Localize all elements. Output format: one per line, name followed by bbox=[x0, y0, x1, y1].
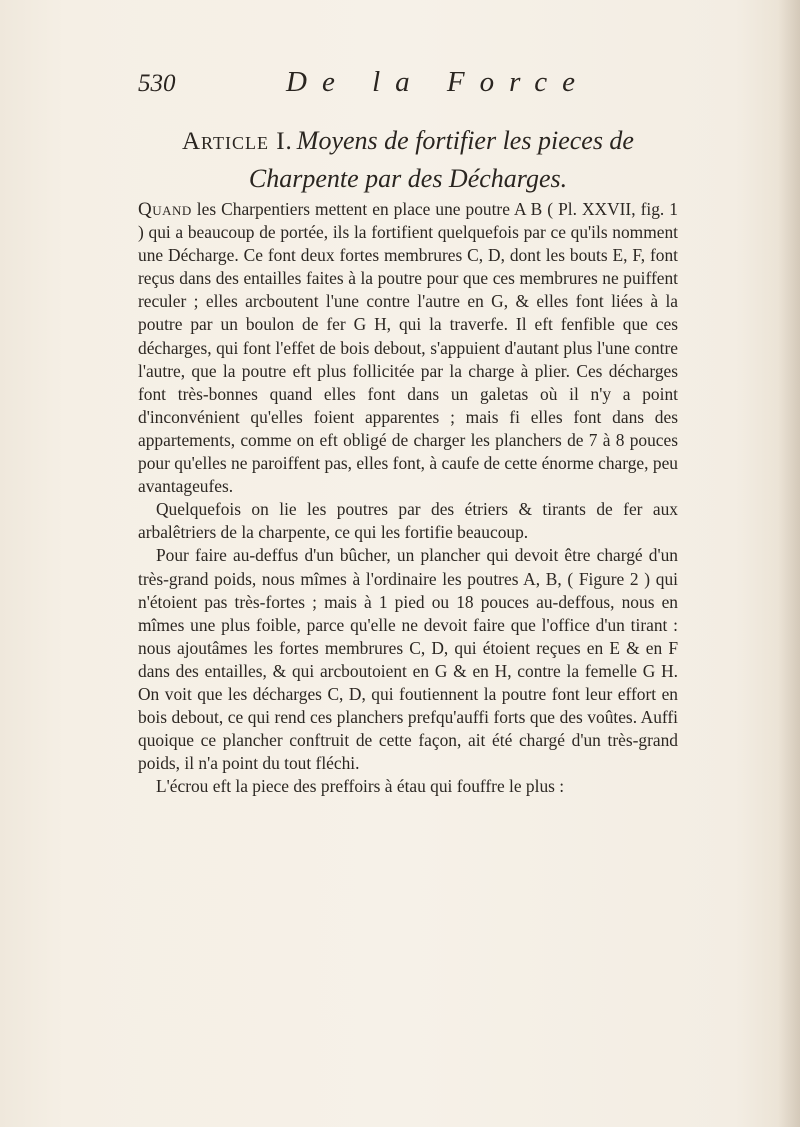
paragraph-3: Pour faire au-deffus d'un bûcher, un plancher qui devoit être chargé d'un très-grand poids, nous mîmes à l'ordinaire les poutres A, B, ( Figure 2 ) qui n'étoient pas très-fortes ; mais à 1 pied ou 18 pouces au-deffous, nous en mîmes une plus foible, parce qu'elle ne devoit faire que l'office d'un tirant : nous ajoutâmes les fortes membrures C, D, qui étoient reçues en E & en F dans des entailles, & qui arcboutoient en G & en H, contre la femelle G H. On voit que les décharges C, D, qui foutiennent la poutre font leur effort en bois debout, ce qui rend ces planchers prefqu'auffi forts que des voûtes. Auffi quoique ce plancher conftruit de cette façon, ait été chargé d'un très-grand poids, il n'a point du tout fléchi. bbox=[138, 545, 678, 774]
page-edge-shadow bbox=[778, 0, 800, 1127]
paragraph-1 bbox=[138, 198, 678, 498]
running-header bbox=[138, 66, 658, 106]
article-title: Moyens de fortifier les pieces de Charpente par des Décharges. bbox=[248, 126, 634, 193]
page-number: 530 bbox=[138, 70, 176, 97]
paragraph-2: Quelquefois on lie les poutres par des étriers & tirants de fer aux arbalêtriers de la charpente, ce qui les fortifie beaucoup. bbox=[138, 499, 678, 543]
article-heading bbox=[138, 124, 678, 200]
paragraph-1-text: les Charpentiers mettent en place une poutre A B ( Pl. XXVII, fig. 1 ) qui a beaucoup de portée, ils la fortifient quelquefois par ce qu'ils nomment une Décharge. Ce font deux fortes membrures C, D, dont les bouts E, F, font reçus dans des entailles faites à la poutre pour que ces membrures ne puiffent reculer ; elles arcboutent l'une contre l'autre en G, & elles font liées à la poutre par un boulon de fer G H, qui la traverfe. Il eft fenfible que ces décharges, qui font l'effet de bois debout, s'appuient d'autant plus l'une contre l'autre, que la poutre eft plus follicitée par la charge à plier. Ces décharges font très-bonnes quand elles font dans un galetas où il n'y a point d'inconvénient qu'elles foient apparentes ; mais fi elles font dans des appartements, comme on eft obligé de charger les planchers de 7 à 8 pouces pour qu'elles ne paroiffent pas, elles font, à caufe de cette énorme charge, peu avantageufes. bbox=[138, 199, 678, 497]
paragraph-lead-word: Quand bbox=[138, 199, 192, 220]
article-label: Article I. bbox=[182, 128, 293, 155]
paragraph-4: L'écrou eft la piece des preffoirs à étau qui fouffre le plus : bbox=[156, 776, 565, 797]
running-title: De la Force bbox=[286, 66, 591, 98]
body-text bbox=[138, 198, 678, 798]
